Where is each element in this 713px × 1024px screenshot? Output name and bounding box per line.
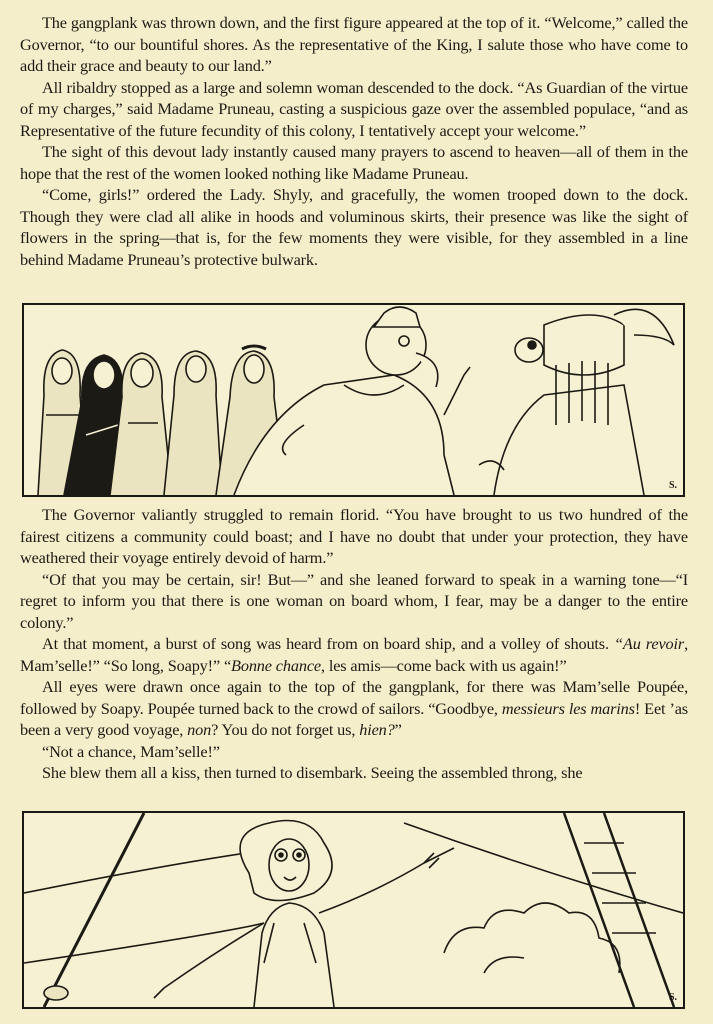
text-run: , Mam’selle!” “So long, Soapy!” “ [20, 634, 689, 675]
paragraph: “Not a chance, Mam’selle!” [42, 741, 220, 761]
paragraph: She blew them all a kiss, then turned to disembark. Seeing the assembled throng, she [42, 763, 583, 782]
poupee [154, 821, 454, 1008]
paragraph: The sight of this devout lady instantly caused many prayers to ascend to heaven—all of them in the hope that the rest of the women looked nothing like Madame Pruneau. [20, 142, 688, 183]
illustration-panel-governor-greeting [22, 303, 685, 497]
paragraph [20, 676, 688, 741]
text-block-bottom [20, 504, 688, 784]
text-run: ! Eet ’as been a very good voyage, [20, 698, 688, 739]
paragraph: The Governor valiantly struggled to remain florid. “You have brought to us two hundred of the fairest citizens a community could boast; and I have no doubt that under your protection, they have weathered their voyage entirely devoid of harm.” [20, 505, 688, 567]
illustration-women-and-governor [24, 305, 683, 495]
clouds [444, 903, 620, 973]
text-run: ? You do not forget us, [211, 720, 360, 739]
ship-rigging [24, 813, 683, 1007]
italic-run: “Au revoir [614, 634, 685, 653]
pulley-block [44, 986, 68, 1000]
paragraph: The gangplank was thrown down, and the first figure appeared at the top of it. “Welcome,” called the Governor, “to our bountiful shores. As the representative of the King, I salute those who have come to add their grace and beauty to our land.” [20, 13, 688, 75]
artist-signature: S. [668, 480, 677, 491]
paragraph [20, 633, 688, 676]
italic-run: Bonne chance [231, 655, 321, 675]
artist-signature: S. [668, 992, 677, 1003]
text-run: At that moment, a burst of song was heard from on board ship, and a volley of shouts. [42, 634, 615, 653]
italic-run: hien? [359, 720, 395, 739]
governor [479, 309, 674, 495]
illustration-panel-poupee [22, 811, 685, 1009]
text-run: ” [394, 720, 402, 739]
hooded-woman-4 [164, 351, 222, 495]
illustration-poupee-on-ship [24, 813, 683, 1007]
paragraph: All ribaldry stopped as a large and solemn woman descended to the dock. “As Guardian of the virtue of my charges,” said Madame Pruneau, casting a suspicious gaze over the assembled populace, “and as Representative of the future fecundity of this colony, I tentatively accept your welcome.” [20, 77, 688, 140]
text-run: All eyes were drawn once again to the top of the gangplank, for there was Mam’selle Poupée, followed by Soapy. Poupée turned back to the crowd of sailors. “Goodbye, [20, 677, 688, 718]
italic-run: messieurs les marins [501, 698, 635, 718]
text-run: , les amis—come back with us again!” [321, 655, 567, 675]
paragraph: “Of that you may be certain, sir! But—” and she leaned forward to speak in a warning tone—“I regret to inform you that there is one woman on board whom, I fear, may be a danger to the entire colony.” [20, 569, 688, 632]
paragraph: “Come, girls!” ordered the Lady. Shyly, and gracefully, the women trooped down to the dock. Though they were clad all alike in hoods and voluminous skirts, their presence was like the sight of flowers in the spring—that is, for the few moments they were visible, for they assembled in a line behind Madame Pruneau’s protective bulwark. [20, 185, 688, 269]
italic-run: non [187, 720, 212, 739]
text-block-top [20, 12, 688, 270]
